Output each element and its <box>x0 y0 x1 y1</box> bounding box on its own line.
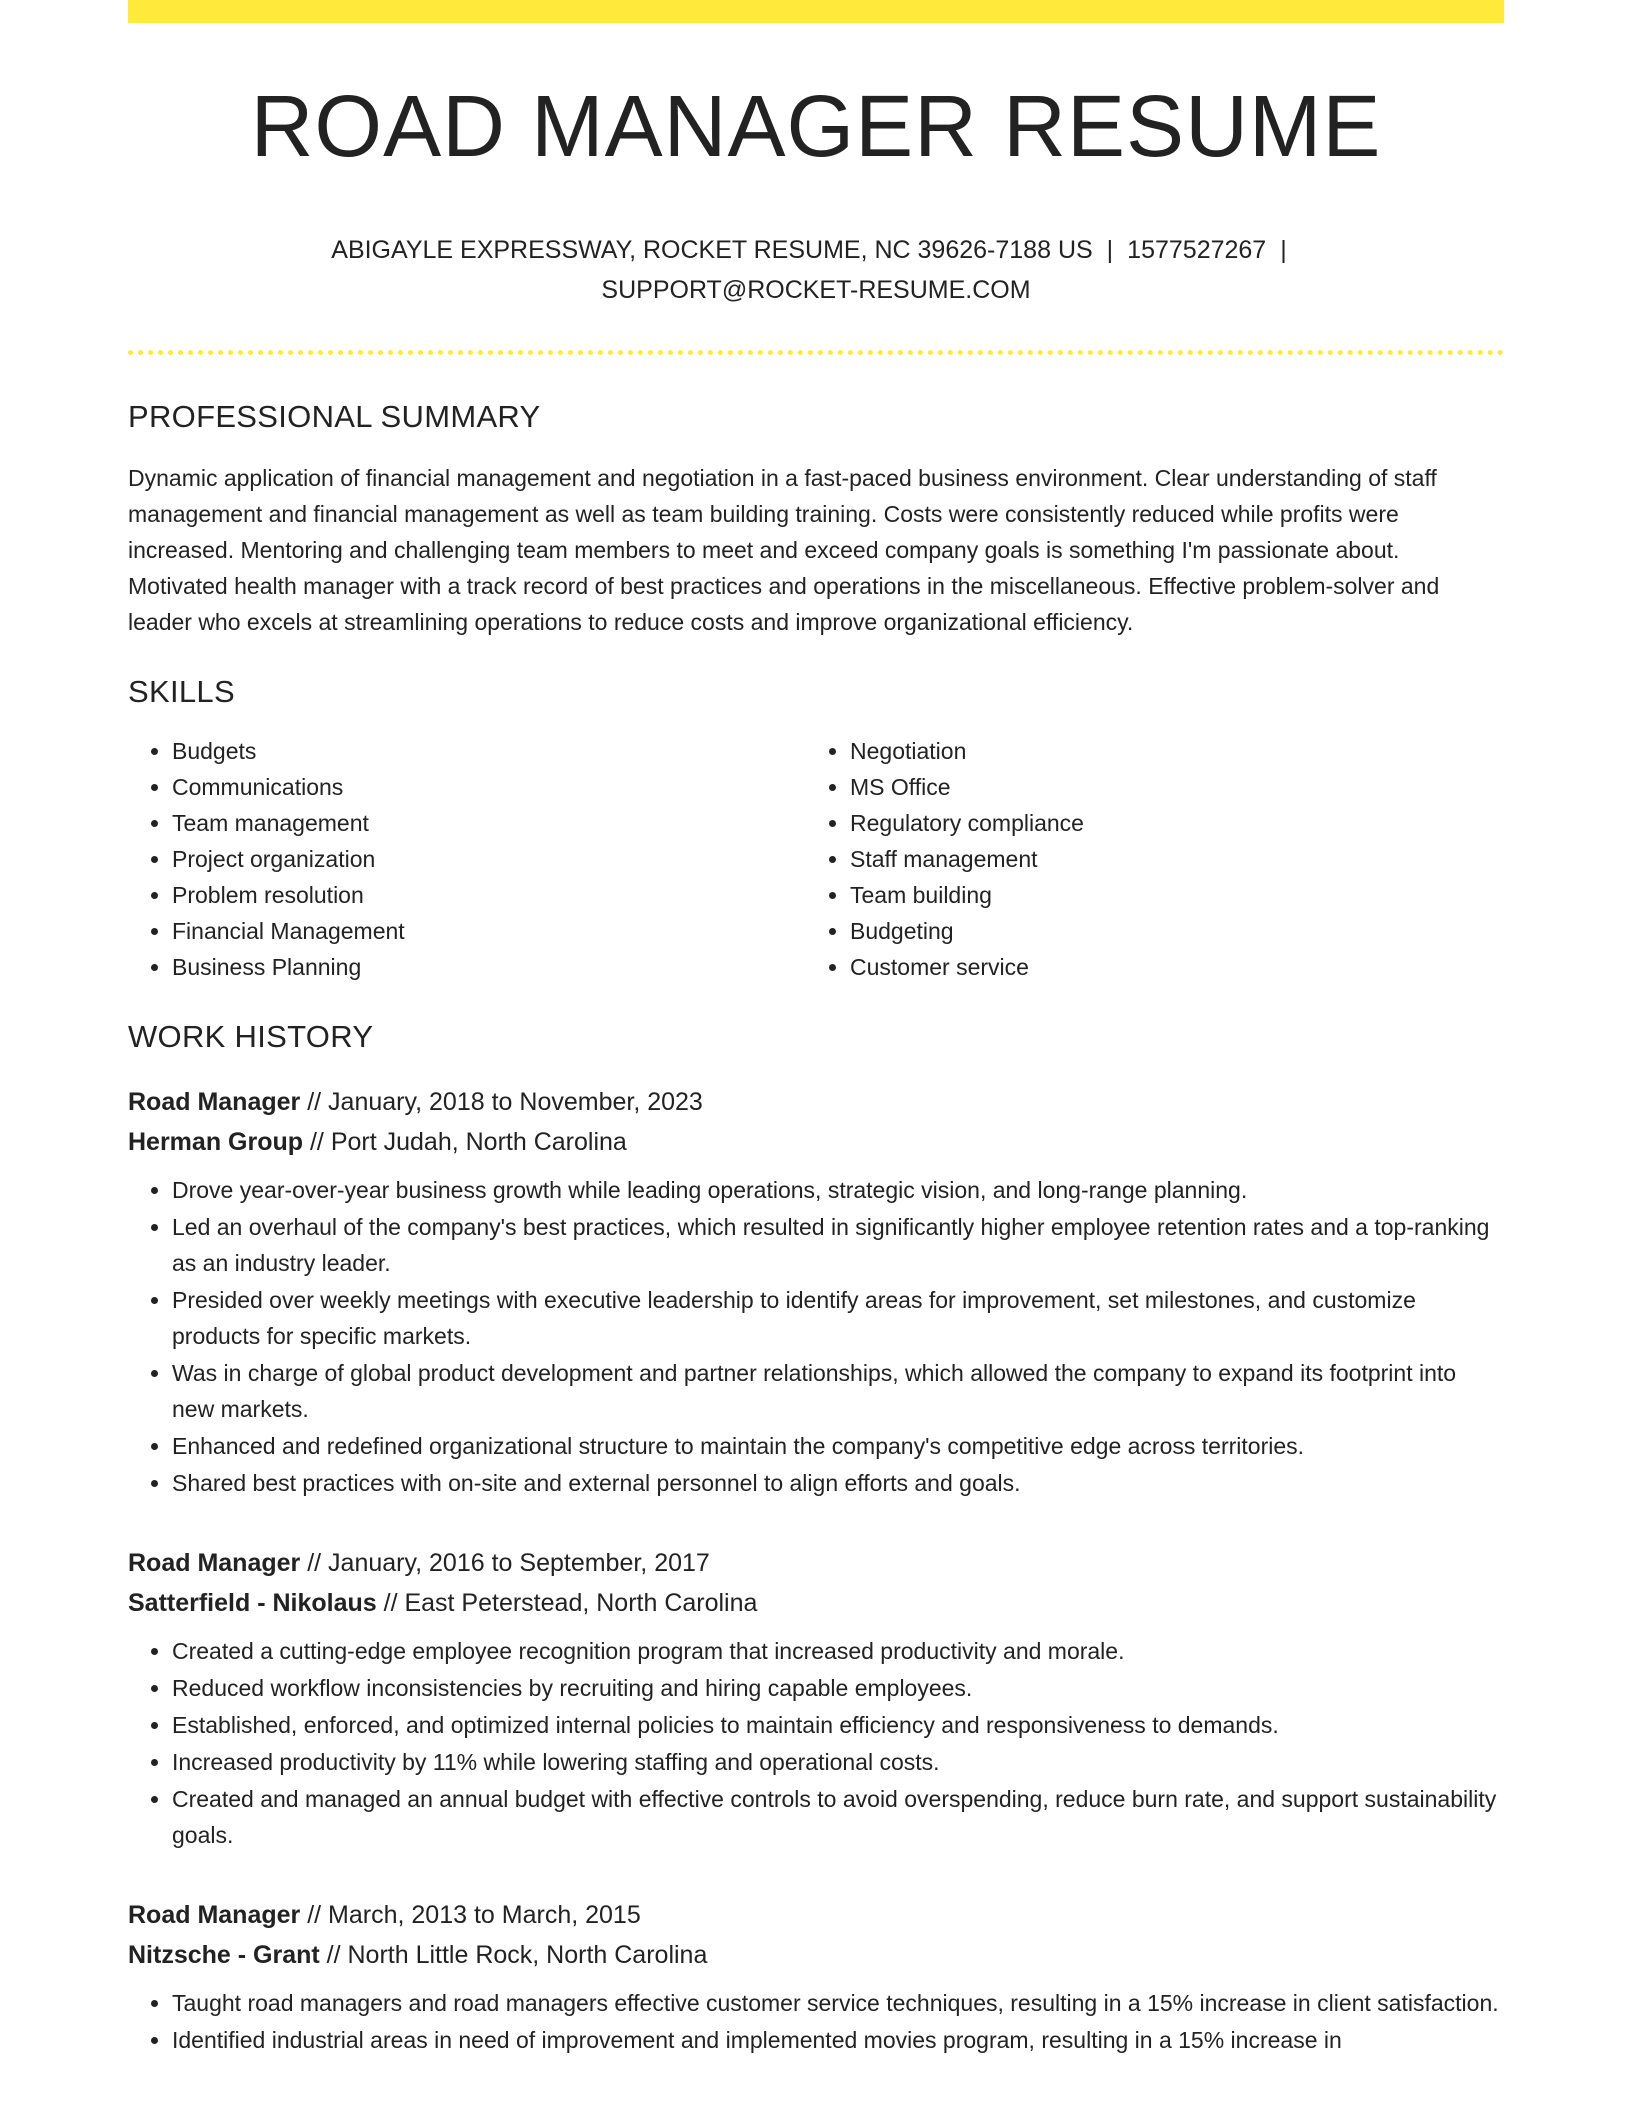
skills-column-right <box>806 733 1484 985</box>
job-entry <box>128 1082 1504 1501</box>
dotted-divider <box>128 350 1504 355</box>
job-bullet: • Established, enforced, and optimized internal policies to maintain efficiency and responsiveness to demands. <box>172 1707 1504 1743</box>
job-location: // North Little Rock, North Carolina <box>326 1941 708 1969</box>
top-accent-bar <box>128 0 1504 23</box>
contact-line-2 <box>128 270 1504 310</box>
contact-line-1 <box>128 230 1504 270</box>
contact-info <box>128 230 1504 310</box>
job-title-line <box>128 1543 1504 1583</box>
skill-item: • Regulatory compliance <box>850 805 1484 841</box>
job-bullet: • Taught road managers and road managers effective customer service techniques, resulting in a 15% increase in client satisfaction. <box>172 1985 1504 2021</box>
job-bullet: • Created a cutting-edge employee recognition program that increased productivity and morale. <box>172 1633 1504 1669</box>
job-role: Road Manager <box>128 1901 301 1929</box>
job-location: // East Peterstead, North Carolina <box>383 1589 758 1617</box>
skill-item: • Negotiation <box>850 733 1484 769</box>
job-bullets <box>128 1633 1504 1853</box>
skill-item: • Staff management <box>850 841 1484 877</box>
job-title-line <box>128 1082 1504 1122</box>
skill-item: • Financial Management <box>172 913 806 949</box>
section-heading-work-history: WORK HISTORY <box>128 1019 374 1054</box>
job-company: Herman Group <box>128 1128 304 1156</box>
section-heading-summary: PROFESSIONAL SUMMARY <box>128 399 541 434</box>
contact-separator: | <box>1280 236 1287 264</box>
resume-title: ROAD MANAGER RESUME <box>250 78 1382 175</box>
job-bullet: • Increased productivity by 11% while lowering staffing and operational costs. <box>172 1744 1504 1780</box>
job-company-line <box>128 1583 1504 1623</box>
contact-email[interactable]: SUPPORT@ROCKET-RESUME.COM <box>601 276 1031 304</box>
skills-column-left <box>128 733 806 985</box>
skill-item: • Team management <box>172 805 806 841</box>
skill-item: • Problem resolution <box>172 877 806 913</box>
job-bullet: • Was in charge of global product development and partner relationships, which allowed the company to expand its footprint into new markets. <box>172 1355 1504 1427</box>
job-bullet: • Created and managed an annual budget with effective controls to avoid overspending, reduce burn rate, and support sustainability goals. <box>172 1781 1504 1853</box>
job-bullet: • Identified industrial areas in need of improvement and implemented movies program, resulting in a 15% increase in <box>172 2022 1504 2058</box>
job-bullets <box>128 1985 1504 2058</box>
job-company: Satterfield - Nikolaus <box>128 1589 377 1617</box>
job-bullet: • Enhanced and redefined organizational structure to maintain the company's competitive edge across territories. <box>172 1428 1504 1464</box>
job-location: // Port Judah, North Carolina <box>309 1128 627 1156</box>
skill-item: • MS Office <box>850 769 1484 805</box>
summary-text: Dynamic application of financial management and negotiation in a fast-paced business environment. Clear understanding of staff management and financial management as well as team building training. Costs were consistently reduced while profits were increased. Mentoring and challenging team members to meet and exceed company goals is something I'm passionate about. Motivated health manager with a track record of best practices and operations in the miscellaneous. Effective problem-solver and leader who excels at streamlining operations to reduce costs and improve organizational efficiency. <box>128 465 1440 635</box>
job-company-line <box>128 1935 1504 1975</box>
job-title-line <box>128 1895 1504 1935</box>
section-heading-skills: SKILLS <box>128 674 235 709</box>
skill-item: • Communications <box>172 769 806 805</box>
skill-item: • Budgets <box>172 733 806 769</box>
skill-item: • Budgeting <box>850 913 1484 949</box>
job-role: Road Manager <box>128 1549 301 1577</box>
skill-item: • Project organization <box>172 841 806 877</box>
job-bullet: • Led an overhaul of the company's best practices, which resulted in significantly higher employee retention rates and a top-ranking as an industry leader. <box>172 1209 1504 1281</box>
resume-page <box>128 0 1504 2059</box>
contact-separator: | <box>1106 236 1114 264</box>
skill-item: • Business Planning <box>172 949 806 985</box>
job-dates: // March, 2013 to March, 2015 <box>307 1901 641 1929</box>
skill-item: • Team building <box>850 877 1484 913</box>
job-bullets <box>128 1172 1504 1501</box>
job-entry <box>128 1543 1504 1853</box>
contact-phone[interactable]: 1577527267 <box>1127 236 1267 264</box>
job-role: Road Manager <box>128 1088 301 1116</box>
job-dates: // January, 2016 to September, 2017 <box>307 1549 710 1577</box>
job-bullet: • Presided over weekly meetings with executive leadership to identify areas for improvement, set milestones, and customize products for specific markets. <box>172 1282 1504 1354</box>
job-bullet: • Reduced workflow inconsistencies by recruiting and hiring capable employees. <box>172 1670 1504 1706</box>
contact-address: ABIGAYLE EXPRESSWAY, ROCKET RESUME, NC 39626-7188 US <box>331 236 1093 264</box>
skill-item: • Customer service <box>850 949 1484 985</box>
job-bullet: • Shared best practices with on-site and external personnel to align efforts and goals. <box>172 1465 1504 1501</box>
skills-list <box>128 733 1504 985</box>
job-entry <box>128 1895 1504 2058</box>
job-company-line <box>128 1122 1504 1162</box>
job-bullet: • Drove year-over-year business growth while leading operations, strategic vision, and long-range planning. <box>172 1172 1504 1208</box>
job-dates: // January, 2018 to November, 2023 <box>307 1088 703 1116</box>
job-company: Nitzsche - Grant <box>128 1941 320 1969</box>
